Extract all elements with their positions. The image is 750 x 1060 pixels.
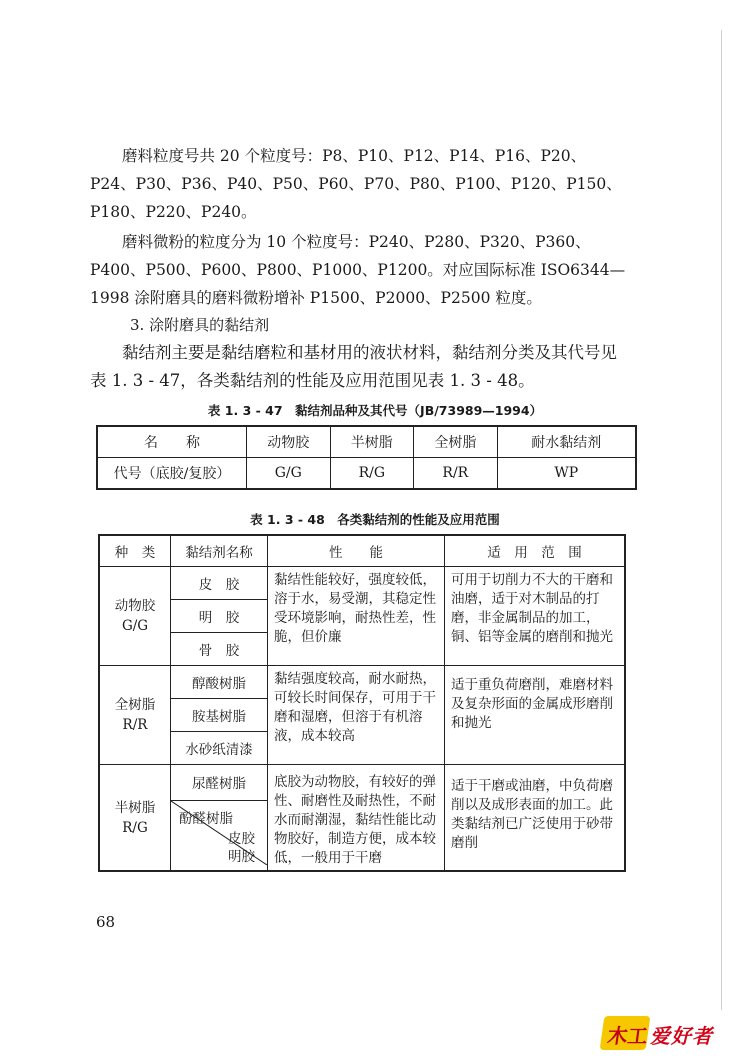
table-48-application: 可用于切削力不大的干磨和油磨，适于对木制品的打磨，非金属制品的加工，铜、铝等金属的磨削和抛光 <box>445 567 626 666</box>
table-47-cell: R/R <box>414 458 498 490</box>
table-47-cell: R/G <box>330 458 414 490</box>
table-47 <box>96 425 637 490</box>
table-48-binder-name: 水砂纸清漆 <box>171 732 268 765</box>
table-48-header-type: 种 类 <box>99 535 171 567</box>
table-47-header-full-resin: 全树脂 <box>414 426 498 458</box>
paragraph-binder-intro: 黏结剂主要是黏结磨粒和基材用的液状材料，黏结剂分类及其代号见表 1. 3 - 47，各类黏结剂的性能及应用范围见表 1. 3 - 48。 <box>90 343 617 390</box>
paragraph-micro-powder: 磨料微粉的粒度分为 10 个粒度号：P240、P280、P320、P360、P400、P500、P600、P800、P1000、P1200。对应国际标准 ISO6344—1998 涂附磨具的磨料微粉增补 P1500、P2000、P2500 粒度。 <box>90 233 626 307</box>
table-48-diagonal-cell <box>171 800 268 871</box>
table-48-header-performance: 性 能 <box>268 535 445 567</box>
table-48-type-semi-resin: 半树脂 R/G <box>99 765 171 872</box>
table-48-type-full-resin: 全树脂 R/R <box>99 666 171 765</box>
table-48-binder-name: 皮 胶 <box>171 567 268 600</box>
table-47-header-semi-resin: 半树脂 <box>330 426 414 458</box>
table-48-performance: 黏结强度较高，耐水耐热，可较长时间保存，可用于干磨和湿磨，但溶于有机溶液，成本较高 <box>268 666 445 765</box>
table-47-header-animal-glue: 动物胶 <box>247 426 331 458</box>
table-48-performance: 黏结性能较好，强度较低，溶于水，易受潮，其稳定性受环境影响，耐热性差，性脆，但价廉 <box>268 567 445 666</box>
logo-word: 爱好者 <box>650 1024 713 1048</box>
table-48-binder-name: 明 胶 <box>171 600 268 633</box>
watermark-logo <box>598 1012 738 1052</box>
table-48 <box>98 534 626 872</box>
table-47-caption: 表 1. 3 - 47 黏结剂品种及其代号（JB/73989—1994） <box>207 403 543 418</box>
table-47-header-name: 名 称 <box>97 426 247 458</box>
table-47-cell: G/G <box>247 458 331 490</box>
table-48-diag-top: 酚醛树脂 <box>179 810 233 827</box>
paragraph-grit-sizes: 磨料粒度号共 20 个粒度号：P8、P10、P12、P14、P16、P20、P24、P30、P36、P40、P50、P60、P70、P80、P100、P120、P150、P180、P220、P240。 <box>90 147 622 221</box>
table-47-cell: WP <box>497 458 636 490</box>
table-48-binder-name: 醇酸树脂 <box>171 666 268 699</box>
logo-mark: 木工 <box>600 1016 651 1050</box>
table-47-header-waterproof: 耐水黏结剂 <box>497 426 636 458</box>
table-48-binder-name: 尿醛树脂 <box>171 765 268 801</box>
table-48-binder-name: 胺基树脂 <box>171 699 268 732</box>
table-48-performance: 底胶为动物胶，有较好的弹性、耐磨性及耐热性，不耐水而耐潮湿，黏结性能比动物胶好，制造方便，成本较低，一般用于干磨 <box>268 765 445 872</box>
section-heading: 3. 涂附磨具的黏结剂 <box>130 316 270 334</box>
table-48-application: 适于干磨或油磨，中负荷磨削以及成形表面的加工。此类黏结剂已广泛使用于砂带磨削 <box>445 765 626 872</box>
table-47-row-label: 代号（底胶/复胶） <box>97 458 247 490</box>
table-48-header-application: 适 用 范 围 <box>445 535 626 567</box>
table-48-application: 适于重负荷磨削，难磨材料及复杂形面的金属成形磨削和抛光 <box>445 666 626 765</box>
page-number: 68 <box>96 913 116 931</box>
table-48-type-animal-glue: 动物胶 G/G <box>99 567 171 666</box>
table-48-binder-name: 骨 胶 <box>171 633 268 666</box>
table-48-header-binder-name: 黏结剂名称 <box>171 535 268 567</box>
table-48-caption: 表 1. 3 - 48 各类黏结剂的性能及应用范围 <box>250 512 500 527</box>
table-48-diag-bottom: 皮胶 明胶 <box>228 831 255 865</box>
